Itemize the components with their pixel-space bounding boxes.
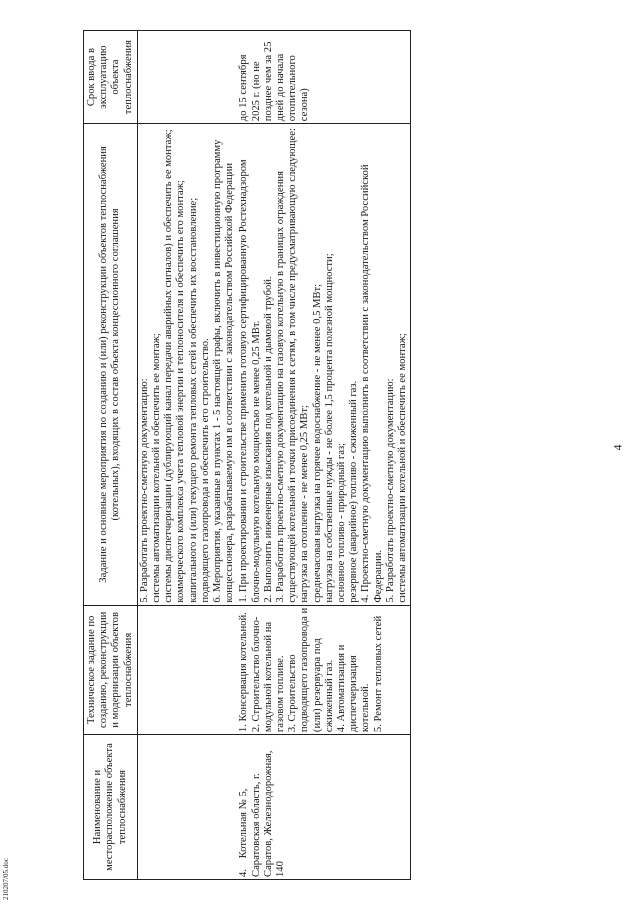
tech-item: 3. Строительство подводящего газопровода и (или) резервуара под сжиженный газ. [287, 607, 335, 733]
task-line: нагрузка на собственные нужды - не более 1,5 процента полезной мощности; [323, 253, 335, 603]
task-line: среднечасовая нагрузка на горячее водоснабжение - не менее 0,5 МВт; [311, 283, 323, 603]
footer-doc-id: 210207/05.doc [2, 858, 10, 900]
prev-tasks-cell [137, 124, 237, 605]
prev-task-line: коммерческого комплекса учета тепловой энергии и теплоносителя и обеспечить его монтаж; [175, 180, 187, 603]
header-object-name: Наименование и месторасположение объекта теплоснабжения [84, 735, 138, 880]
prev-task-line: подводящего газопровода и обеспечить его строительство. [199, 338, 211, 603]
tech-item: 5. Ремонт тепловых сетей [372, 615, 384, 733]
prev-task-line: 6. Мероприятия, указанные в пунктах 1 - 5 настоящей графы, включить в инвестиционную программу концессионера, разрабатываемую им в соответствии с законодательством Российской Федерации [212, 139, 236, 603]
tech-item: 1. Консервация котельной. [238, 612, 250, 733]
rotated-table-container [83, 30, 583, 880]
prev-deadline-cell [137, 31, 237, 124]
heat-supply-table [83, 30, 411, 880]
row4-object-name: Котельная № 5, Саратовская область, г. Саратов, Железнодорожная, 140 [238, 750, 287, 877]
tech-item: 2. Строительство блочно-модульной котельной на газовом топливе. [250, 616, 287, 733]
prev-task-line: системы автоматизации котельной и обеспечить ее монтаж; [151, 333, 163, 603]
table-header-row [84, 31, 138, 880]
header-deadline: Срок ввода в эксплуатацию объекта теплоснабжения [84, 31, 138, 124]
prev-name-cell [137, 735, 237, 880]
tech-item: 4. Автоматизация и диспетчеризация котельной. [336, 644, 372, 733]
task-line: 2. Выполнить инженерные изыскания под котельной и дымовой трубой. [262, 276, 274, 603]
row4-name-cell [237, 735, 410, 880]
row4-deadline-cell: до 15 сентября 2025 г. (но не позднее чем за 25 дней до начала отопительного сезона) [237, 31, 410, 124]
row4-tech-cell [237, 605, 410, 734]
header-tech-task: Техническое задание по созданию, реконструкции и модернизации объектов теплоснабжения [84, 605, 138, 734]
task-line: 5. Разработать проектно-сметную документацию: [384, 378, 396, 603]
prev-tech-cell [137, 605, 237, 734]
task-line: 3. Разработать проектно-сметную документацию на газовую котельную в границах ограждения существующей котельной и точки присоединения к сетям, в том числе предусматривающую следующее: [275, 128, 299, 603]
header-tasks-measures: Задание и основные мероприятия по созданию и (или) реконструкции объектов теплоснабжения (котельных), входящих в состав объекта концессионного соглашения [84, 124, 138, 605]
task-line: резервное (аварийное) топливо - сжиженный газ. [348, 380, 360, 603]
task-line: 4. Проектно-сметную документацию выполнить в соответствии с законодательством Российской Федерации. [360, 164, 384, 603]
page-number: 4 [610, 444, 625, 451]
task-line: 1. При проектировании и строительстве применить готовую сертифицированную Ростехнадзором блочно-модульную котельную мощностью не менее 0,25 МВт. [238, 159, 262, 603]
table-row-previous-continued [137, 31, 237, 880]
task-line: системы автоматизации котельной и обеспечить ее монтаж; [397, 333, 409, 603]
prev-task-line: капитального и (или) текущего ремонта тепловых сетей и обеспечить их восстановление; [187, 197, 199, 603]
prev-task-line: системы диспетчеризации (дублирующий канал передачи аварийных сигналов) и обеспечить ее монтаж; [163, 129, 175, 603]
prev-task-line: 5. Разработать проектно-сметную документацию: [138, 378, 150, 603]
row4-number: 4. [238, 869, 250, 877]
task-line: основное топливо - природный газ; [336, 442, 348, 603]
task-line: нагрузка на отопление - не менее 0,25 МВт; [299, 405, 311, 603]
table-row-boiler-5 [237, 31, 410, 880]
row4-tasks-cell [237, 124, 410, 605]
